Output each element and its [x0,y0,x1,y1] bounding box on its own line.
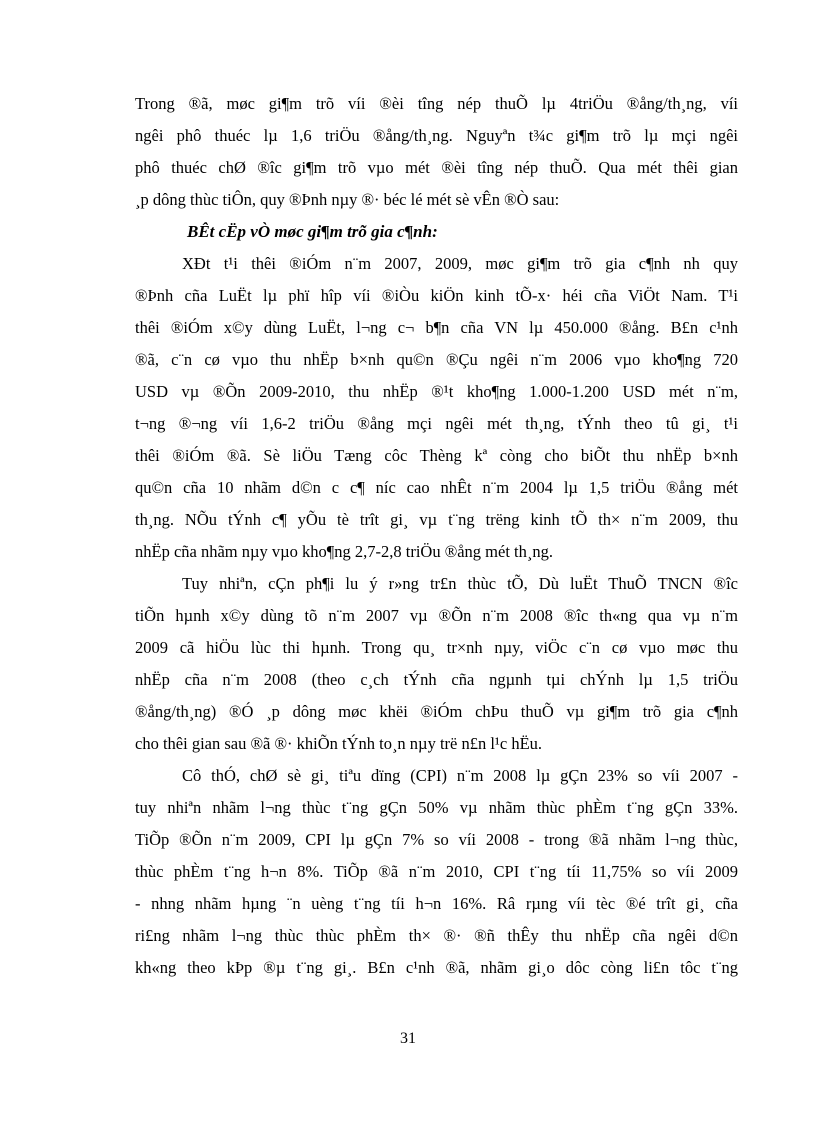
text-line: XÐt t¹i thêi ®iÓm n¨m 2007, 2009, møc gi¶m trõ gia c¶nh nh quy [182,254,738,273]
text-line: - nhng nhãm hµng ¨n uèng t¨ng tíi h¬n 16%. Râ rµng víi tèc ®é trît gi¸ cña [135,894,738,913]
section-heading: BÊt cËp vÒ møc gi¶m trõ gia c¶nh: [187,222,438,241]
text-line: USD vµ ®Õn 2009-2010, thu nhËp ®¹t kho¶ng 1.000-1.200 USD mét n¨m, [135,382,738,401]
text-line: Cô thÓ, chØ sè gi¸ tiªu dïng (CPI) n¨m 2008 lµ gÇn 23% so víi 2007 - [182,766,738,785]
intro-paragraph [135,88,738,216]
text-line: qu©n cña 10 nhãm d©n c c¶ níc cao nhÊt n¨m 2004 lµ 1,5 triÖu ®ång mét [135,478,738,497]
paragraph-1 [135,248,738,568]
text-line: t¬ng ®¬ng víi 1,6-2 triÖu ®ång mçi ngêi mét th¸ng, tÝnh theo tû gi¸ t¹i [135,414,738,433]
text-line: thêi ®iÓm ®ã. Sè liÖu Tæng côc Thèng kª còng cho biÕt thu nhËp b×nh [135,446,738,465]
text-line: ngêi phô thuéc lµ 1,6 triÖu ®ång/th¸ng. Nguyªn t¾c gi¶m trõ lµ mçi ngêi [135,126,738,145]
text-line: Tuy nhiªn, cÇn ph¶i lu ý r»ng tr£n thùc tÕ, Dù luËt ThuÕ TNCN ®îc [182,574,738,593]
text-line: kh«ng theo kÞp ®µ t¨ng gi¸. B£n c¹nh ®ã, nhãm gi¸o dôc còng li£n tôc t¨ng [135,958,738,977]
text-line: ri£ng nhãm l¬ng thùc thùc phÈm th× ®· ®ñ thÊy thu nhËp cña ngêi d©n [135,926,738,945]
page-number: 31 [400,1030,416,1047]
text-line: ®Þnh cña LuËt lµ phï hîp víi ®iÒu kiÖn kinh tÕ-x· héi cña ViÖt Nam. T¹i [135,286,738,305]
text-line: ¸p dông thùc tiÔn, quy ®Þnh nµy ®· béc lé mét sè vÊn ®Ò sau: [135,190,560,209]
text-line: thùc phÈm t¨ng h¬n 8%. TiÕp ®ã n¨m 2010, CPI t¨ng tíi 11,75% so víi 2009 [135,862,738,881]
text-line: nhËp cña nhãm nµy vµo kho¶ng 2,7-2,8 triÖu ®ång mét th¸ng. [135,542,554,561]
text-line: TiÕp ®Õn n¨m 2009, CPI lµ gÇn 7% so víi 2008 - trong ®ã nhãm l¬ng thùc, [135,830,738,849]
paragraph-3 [135,760,738,984]
text-line: nhËp cña n¨m 2008 (theo c¸ch tÝnh cña ngµnh tµi chÝnh lµ 1,5 triÖu [135,670,738,689]
text-line: th¸ng. NÕu tÝnh c¶ yÕu tè trît gi¸ vµ t¨ng trëng kinh tÕ th× n¨m 2009, thu [135,510,738,529]
text-line: Trong ®ã, møc gi¶m trõ víi ®èi tîng nép thuÕ lµ 4triÖu ®ång/th¸ng, víi [135,94,738,113]
page-content [135,88,738,984]
paragraph-2 [135,568,738,760]
text-line: 2009 cã hiÖu lùc thi hµnh. Trong qu¸ tr×nh nµy, viÖc c¨n cø vµo møc thu [135,638,738,657]
text-line: tuy nhiªn nhãm l¬ng thùc t¨ng gÇn 50% vµ nhãm thùc phÈm t¨ng gÇn 33%. [135,798,738,817]
text-line: tiÕn hµnh x©y dùng tõ n¨m 2007 vµ ®Õn n¨m 2008 ®îc th«ng qua vµ n¨m [135,606,738,625]
text-line: cho thêi gian sau ®ã ®· khiÕn tÝnh to¸n nµy trë n£n l¹c hËu. [135,734,543,753]
text-line: ®ã, c¨n cø vµo thu nhËp b×nh qu©n ®Çu ngêi n¨m 2006 vµo kho¶ng 720 [135,350,738,369]
text-line: thêi ®iÓm x©y dùng LuËt, l¬ng c¬ b¶n cña VN lµ 450.000 ®ång. B£n c¹nh [135,318,738,337]
text-line: ®ång/th¸ng) ®Ó ¸p dông møc khëi ®iÓm chÞu thuÕ vµ gi¶m trõ gia c¶nh [135,702,738,721]
text-line: phô thuéc chØ ®îc gi¶m trõ vµo mét ®èi tîng nép thuÕ. Qua mét thêi gian [135,158,738,177]
